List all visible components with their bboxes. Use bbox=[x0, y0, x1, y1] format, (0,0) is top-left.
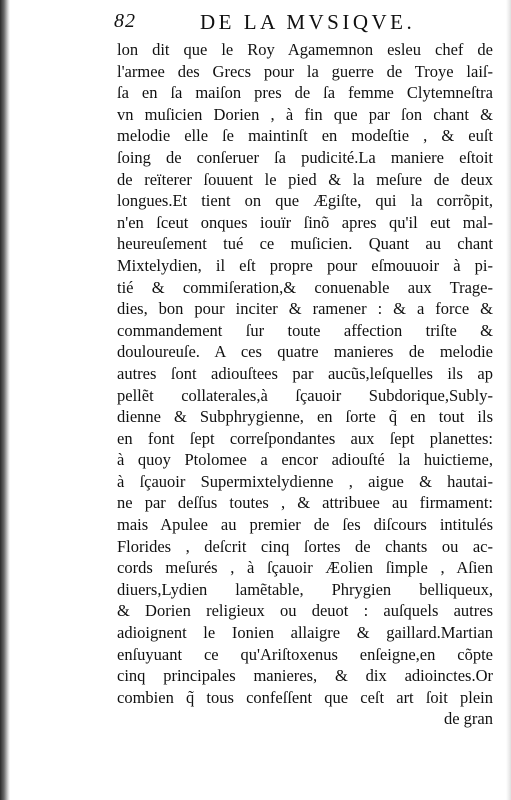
text-line: ſa en ſa maiſon pres de ſa femme Clytemneſtra bbox=[117, 83, 493, 103]
text-line: à quoy Ptolomee a encor adiouſté la huictieme, bbox=[117, 450, 493, 470]
text-line: & Dorien religieux ou deuot : auſquels autres bbox=[117, 601, 493, 621]
text-line: Mixtelydien, il eſt propre pour eſmouuoir à pi- bbox=[117, 255, 493, 275]
text-line: combien q̃ tous confeſſent que ceſt art ſoit plein bbox=[117, 687, 493, 707]
scan-shadow-right bbox=[506, 0, 511, 800]
text-line: enſuyuant ce qu'Ariſtoxenus enſeigne,en cõpte bbox=[117, 644, 493, 664]
text-line: Florides , deſcrit cinq ſortes de chants ou ac- bbox=[117, 536, 493, 556]
text-line: dienne & Subphrygienne, en ſorte q̃ en tout ils bbox=[117, 407, 493, 427]
text-line: autres ſont adiouſtees par aucũs,leſquelles ils ap bbox=[117, 363, 493, 383]
text-line: dies, bon pour inciter & ramener : & a force & bbox=[117, 299, 493, 319]
body-text bbox=[117, 39, 493, 730]
text-line: mais Apulee au premier de ſes diſcours intitulés bbox=[117, 515, 493, 535]
text-line: lon dit que le Roy Agamemnon esleu chef de bbox=[117, 40, 493, 59]
text-line: melodie elle ſe maintinſt en modeſtie , & euſt bbox=[117, 126, 493, 146]
text-line: ſoing de conſeruer ſa pudicité.La maniere eſtoit bbox=[117, 147, 493, 167]
text-line: douloureuſe. A ces quatre manieres de melodie bbox=[117, 342, 493, 362]
text-line: de reïterer ſouuent le pied & la meſure de deux bbox=[117, 169, 493, 189]
running-title: DE LA MVSIQVE. bbox=[200, 10, 416, 34]
text-line: pellẽt collaterales,à ſçauoir Subdorique,Subly- bbox=[117, 385, 493, 405]
text-line: heureuſement tué ce muſicien. Quant au chant bbox=[117, 234, 493, 254]
scan-shadow-left bbox=[0, 0, 10, 800]
text-line: n'en ſceut onques iouïr ſinõ apres qu'il eut mal- bbox=[117, 212, 493, 232]
catchword: de gran bbox=[443, 709, 493, 729]
text-line: diuers,Lydien lamẽtable, Phrygien belliqueux, bbox=[117, 579, 493, 599]
running-head bbox=[114, 8, 494, 36]
text-line: ne par deſſus toutes , & attribuee au firmament: bbox=[117, 493, 493, 513]
text-line: adioignent le Ionien allaigre & gaillard.Martian bbox=[117, 623, 493, 643]
text-line: commandement ſur toute affection triſte & bbox=[117, 320, 493, 340]
text-line: à ſçauoir Supermixtelydienne , aigue & hautai- bbox=[117, 471, 493, 491]
text-line: en font ſept correſpondantes aux ſept planettes: bbox=[117, 428, 493, 448]
text-line: cinq principales manieres, & dix adioinctes.Or bbox=[117, 666, 493, 686]
text-line: tié & commiſeration,& conuenable aux Trage- bbox=[117, 277, 493, 297]
text-line: l'armee des Grecs pour la guerre de Troye laiſ- bbox=[117, 61, 493, 81]
text-line: longues.Et tient on que Ægiſte, qui la corrõpit, bbox=[117, 191, 493, 211]
text-line: cords meſurés , à ſçauoir Æolien ſimple , Aſien bbox=[117, 558, 493, 578]
text-line: vn muſicien Dorien , à fin que par ſon chant & bbox=[117, 104, 493, 124]
page-number: 82 bbox=[114, 10, 136, 32]
